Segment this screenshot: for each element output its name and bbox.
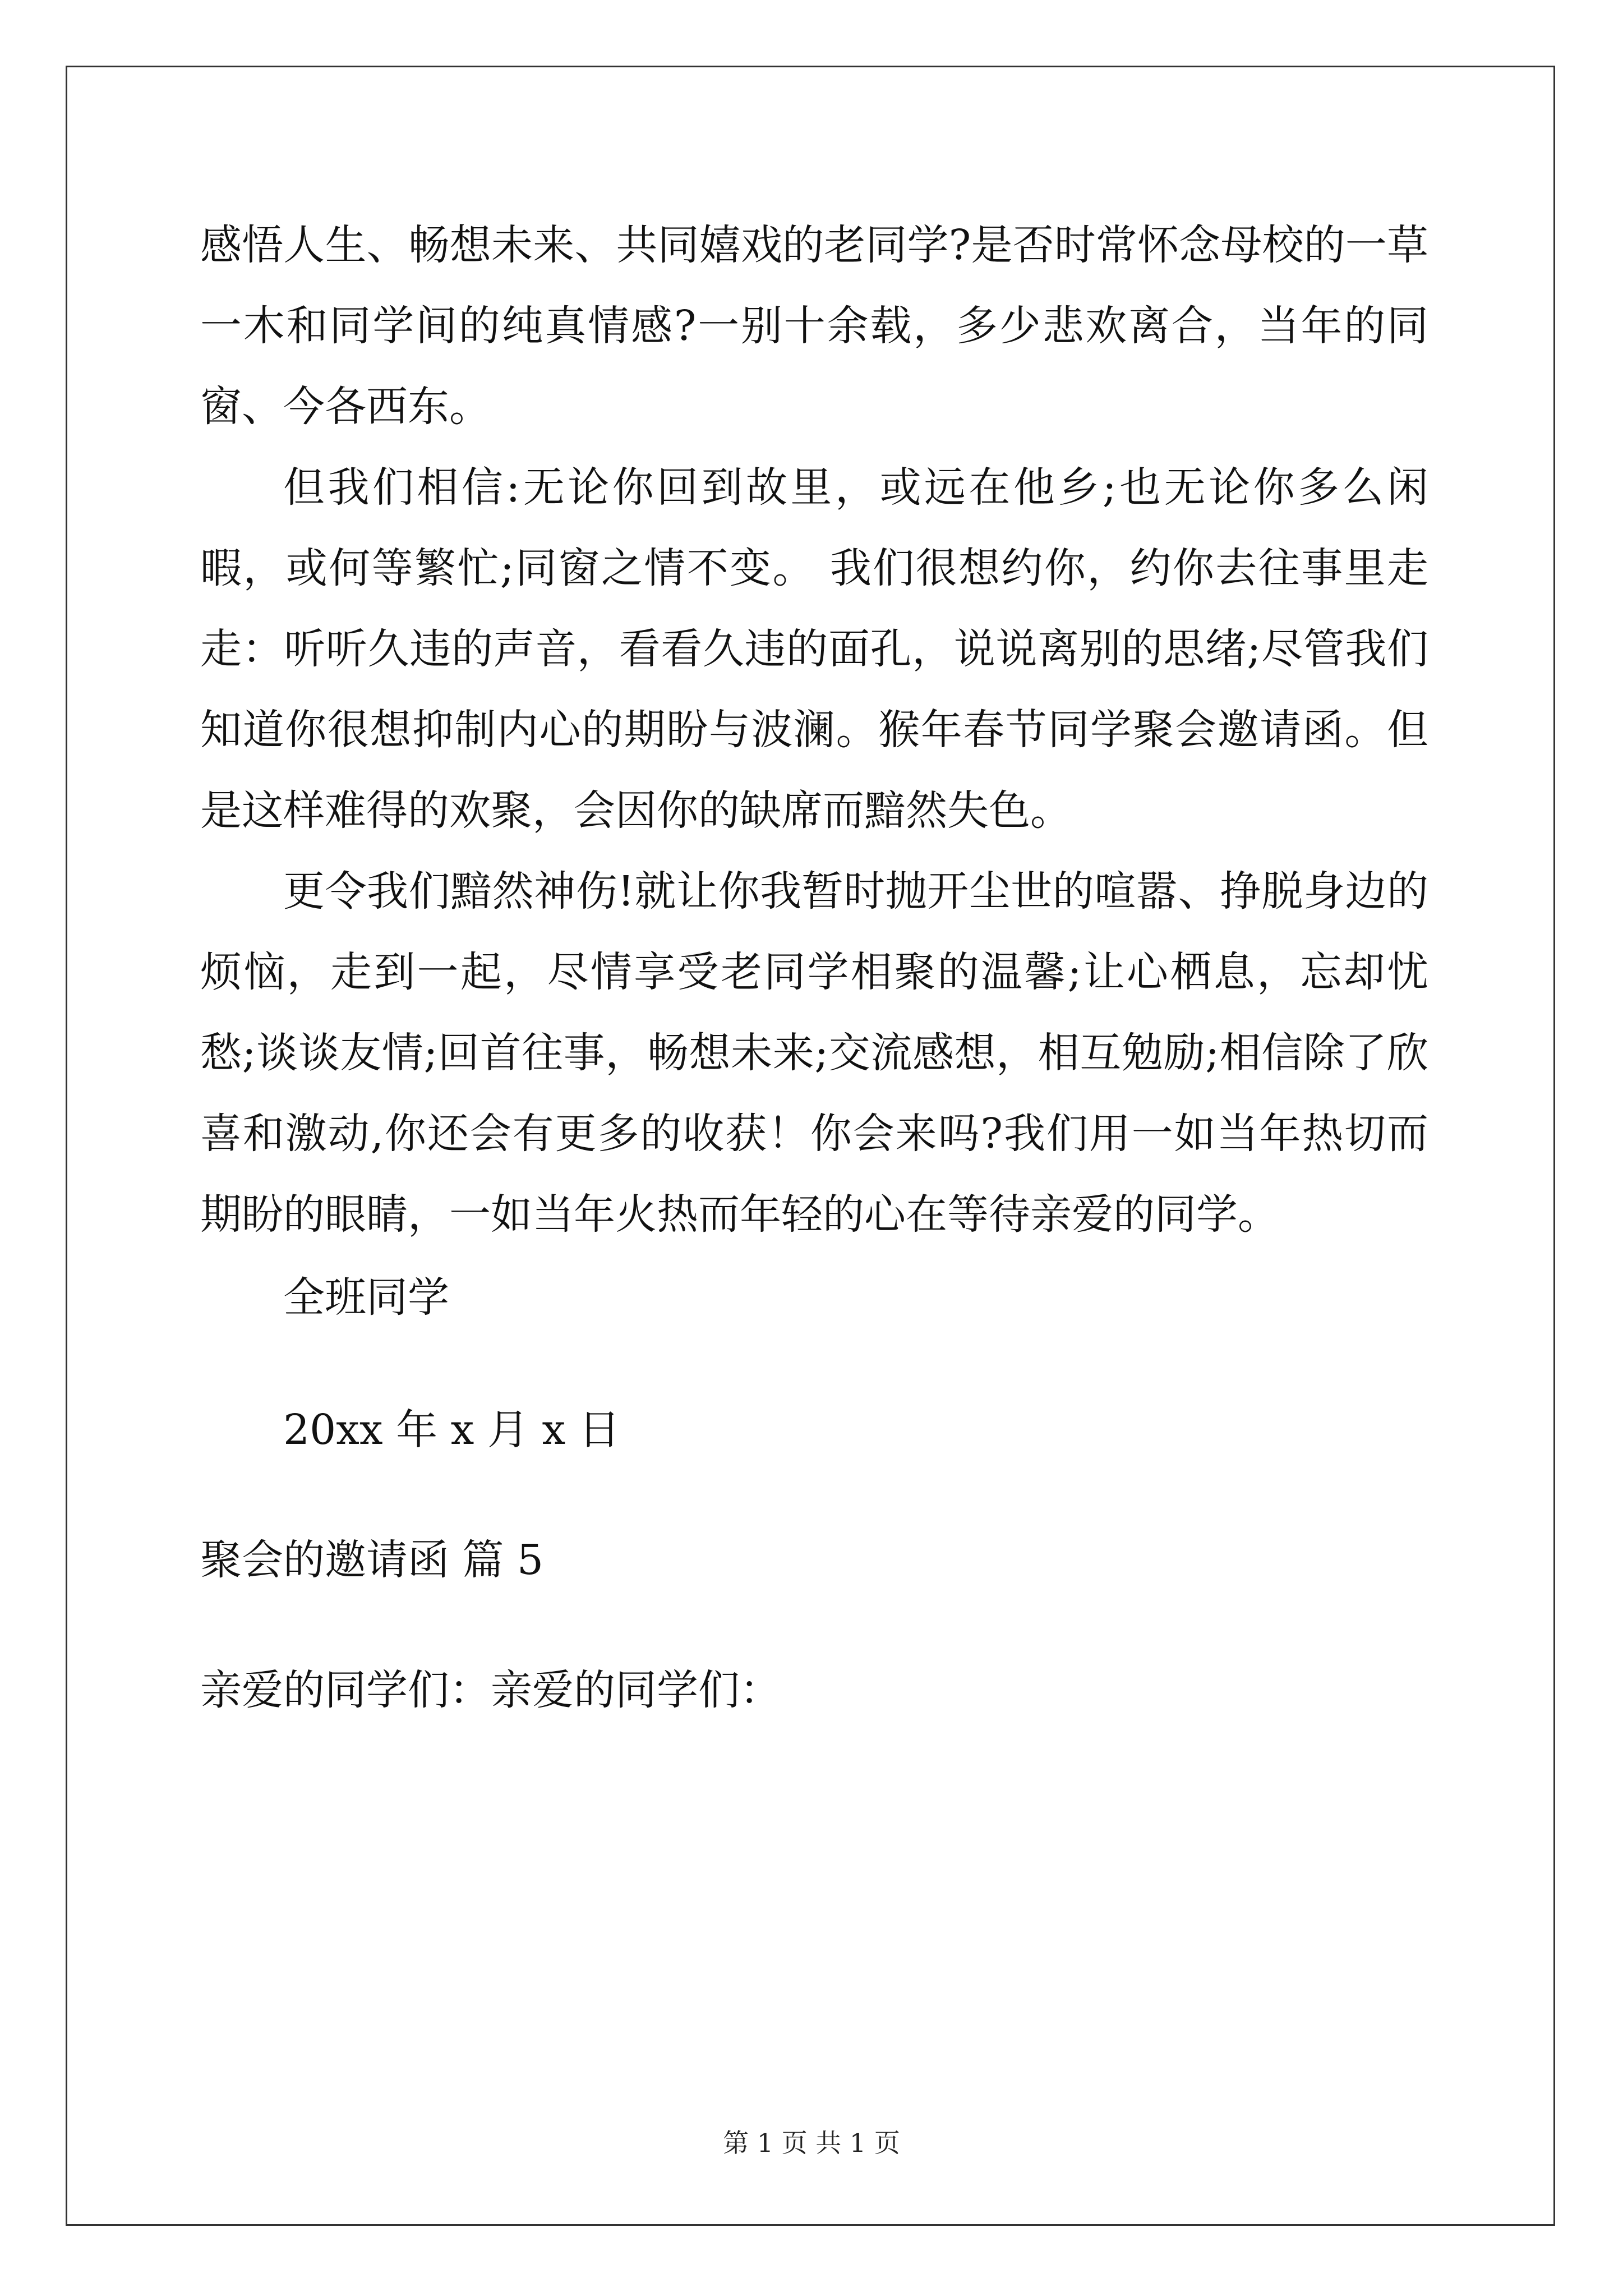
signature: 全班同学	[283, 1273, 449, 1322]
paragraph-3: 更令我们黯然神伤!就让你我暂时抛开尘世的喧嚣、挣脱身边的烦恼，走到一起，尽情享受老同学相聚的温馨;让心栖息，忘却忧愁;谈谈友情;回首往事，畅想未来;交流感想，相互勉励;相信除了欣喜和激动,你还会有更多的收获！你会来吗?我们用一如当年热切而期盼的眼睛，一如当年火热而年轻的心在等待亲爱的同学。	[200, 867, 1428, 1239]
document-body	[200, 205, 1428, 1782]
date-line: 20xx 年 x 月 x 日	[283, 1406, 620, 1454]
paragraph-1: 感悟人生、畅想未来、共同嬉戏的老同学?是否时常怀念母校的一草一木和同学间的纯真情感?一别十余载，多少悲欢离合，当年的同窗、今各西东。	[200, 221, 1428, 431]
greeting: 亲爱的同学们：亲爱的同学们：	[200, 1666, 781, 1714]
paragraph-2: 但我们相信:无论你回到故里，或远在他乡;也无论你多么闲暇，或何等繁忙;同窗之情不变。 我们很想约你，约你去往事里走走：听听久违的声音，看看久违的面孔，说说离别的思绪;尽管我们知道你很想抑制内心的期盼与波澜。猴年春节同学聚会邀请函。但是这样难得的欢聚，会因你的缺席而黯然失色。	[200, 463, 1428, 835]
page-footer: 第 1 页 共 1 页	[723, 2128, 900, 2158]
section-title: 聚会的邀请函 篇 5	[200, 1536, 544, 1584]
